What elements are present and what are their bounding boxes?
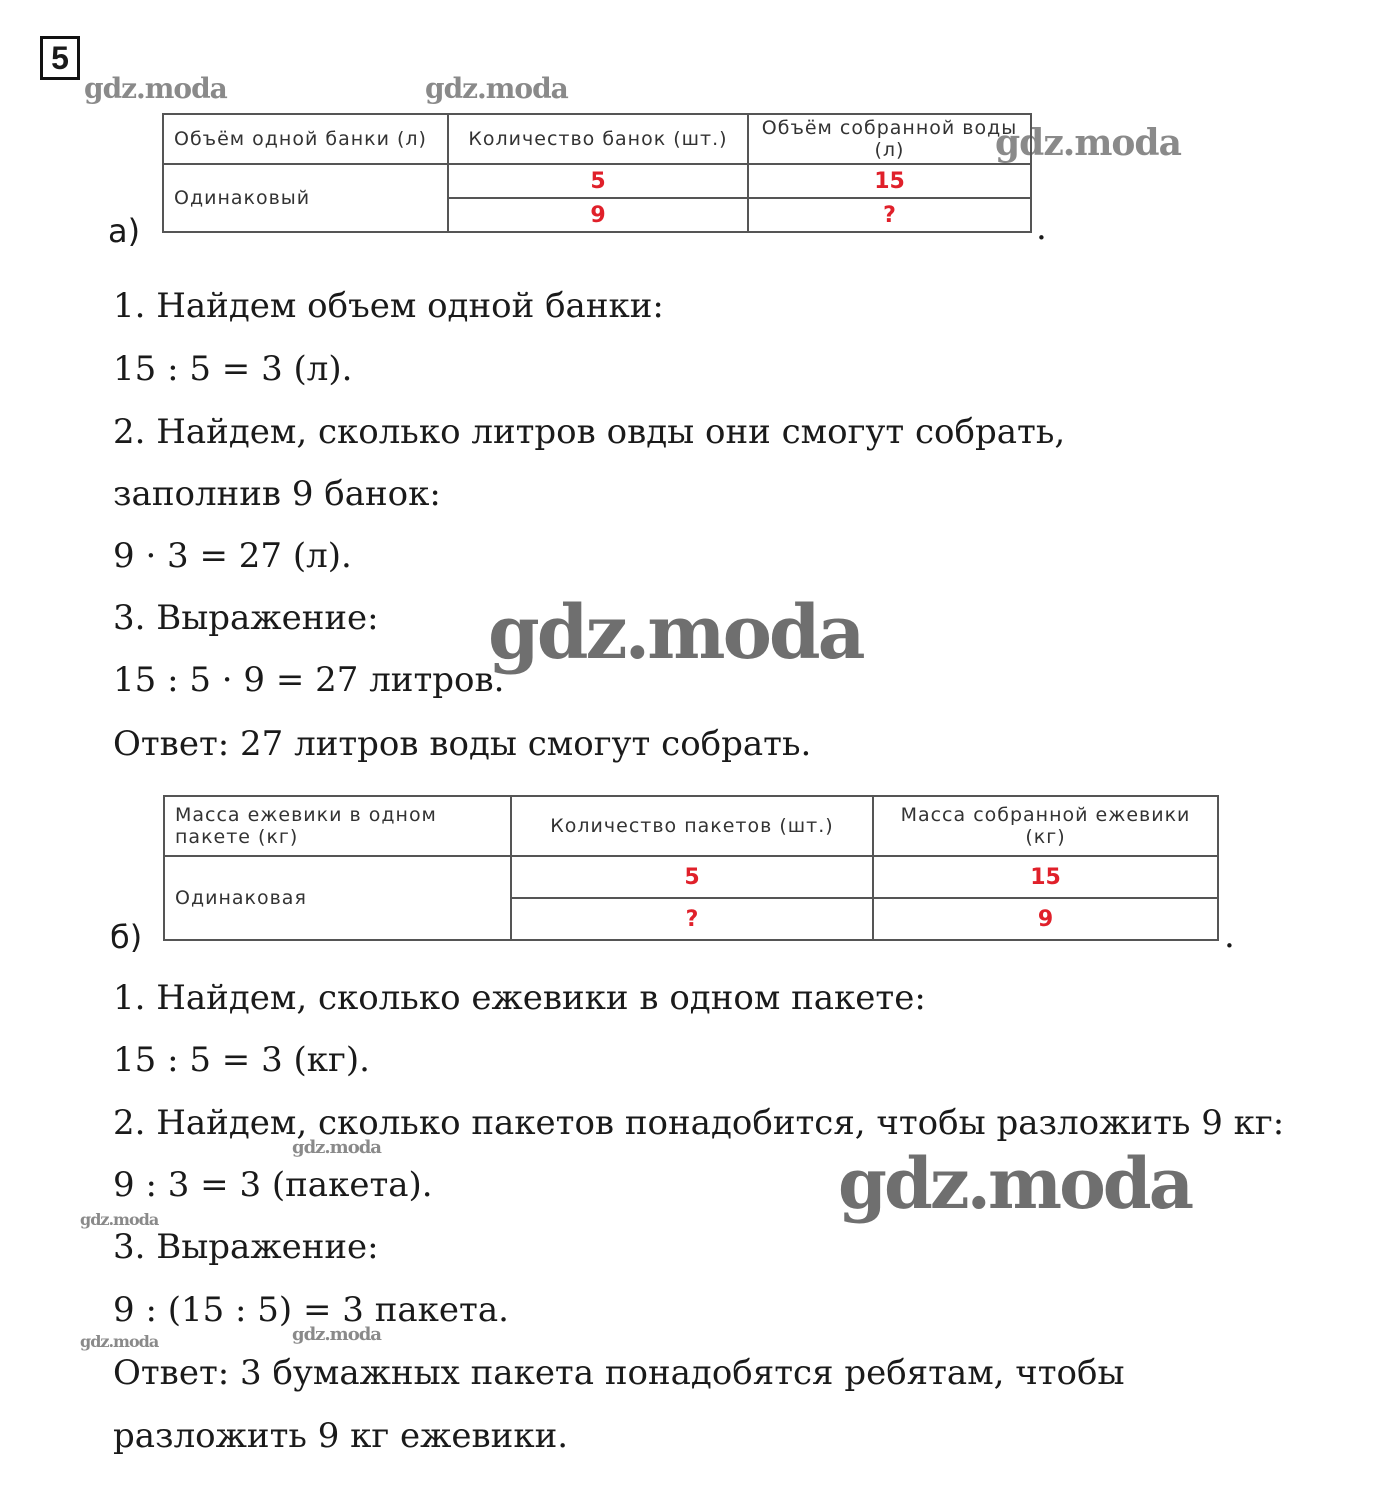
table-b-cell: 15 <box>873 856 1218 898</box>
text-line: 1. Найдем объем одной банки: <box>113 286 664 326</box>
table-a-cell: ? <box>748 198 1031 232</box>
text-line: 1. Найдем, сколько ежевики в одном пакете: <box>113 978 926 1018</box>
part-b-label: б) <box>110 918 143 956</box>
table-a-header: Объём одной банки (л) <box>163 114 448 164</box>
watermark: gdz.moda <box>425 72 568 105</box>
text-line: 15 : 5 · 9 = 27 литров. <box>113 660 505 700</box>
watermark: gdz.moda <box>80 1332 159 1351</box>
text-line: Ответ: 3 бумажных пакета понадобятся ребятам, чтобы <box>113 1353 1125 1393</box>
text-line: 2. Найдем, сколько литров овды они смогут собрать, <box>113 412 1066 452</box>
trailing-dot: . <box>1036 208 1047 248</box>
table-a-cell: 5 <box>448 164 748 198</box>
table-a <box>162 113 1032 233</box>
table-b-header: Количество пакетов (шт.) <box>511 796 873 856</box>
watermark: gdz.moda <box>80 1210 159 1229</box>
table-a-cell: 9 <box>448 198 748 232</box>
text-line: 9 : 3 = 3 (пакета). <box>113 1165 433 1205</box>
table-b-header: Масса ежевики в одном пакете (кг) <box>164 796 511 856</box>
table-b-cell: 5 <box>511 856 873 898</box>
table-b <box>163 795 1219 941</box>
text-line: заполнив 9 банок: <box>113 474 441 514</box>
table-b-cell: 9 <box>873 898 1218 940</box>
text-line: 3. Выражение: <box>113 598 379 638</box>
text-line: 9 · 3 = 27 (л). <box>113 536 352 576</box>
part-a-label: а) <box>108 212 141 250</box>
table-a-header: Количество банок (шт.) <box>448 114 748 164</box>
watermark: gdz.moda <box>292 1137 381 1158</box>
watermark: gdz.moda <box>488 590 863 676</box>
text-line: 15 : 5 = 3 (л). <box>113 349 353 389</box>
table-b-cell: ? <box>511 898 873 940</box>
task-number: 5 <box>40 36 80 80</box>
text-line: Ответ: 27 литров воды смогут собрать. <box>113 724 812 764</box>
trailing-dot: . <box>1224 916 1235 956</box>
text-line: 15 : 5 = 3 (кг). <box>113 1040 370 1080</box>
watermark: gdz.moda <box>838 1142 1192 1225</box>
watermark: gdz.moda <box>292 1324 381 1345</box>
table-a-header: Объём собранной воды (л) <box>748 114 1031 164</box>
watermark: gdz.moda <box>84 72 227 105</box>
text-line: 9 : (15 : 5) = 3 пакета. <box>113 1290 509 1330</box>
table-b-row-label: Одинаковая <box>164 856 511 940</box>
table-a-row-label: Одинаковый <box>163 164 448 232</box>
text-line: разложить 9 кг ежевики. <box>113 1416 569 1456</box>
table-b-header: Масса собранной ежевики (кг) <box>873 796 1218 856</box>
watermark: gdz.moda <box>995 122 1181 164</box>
text-line: 2. Найдем, сколько пакетов понадобится, чтобы разложить 9 кг: <box>113 1103 1285 1143</box>
table-a-cell: 15 <box>748 164 1031 198</box>
text-line: 3. Выражение: <box>113 1227 379 1267</box>
